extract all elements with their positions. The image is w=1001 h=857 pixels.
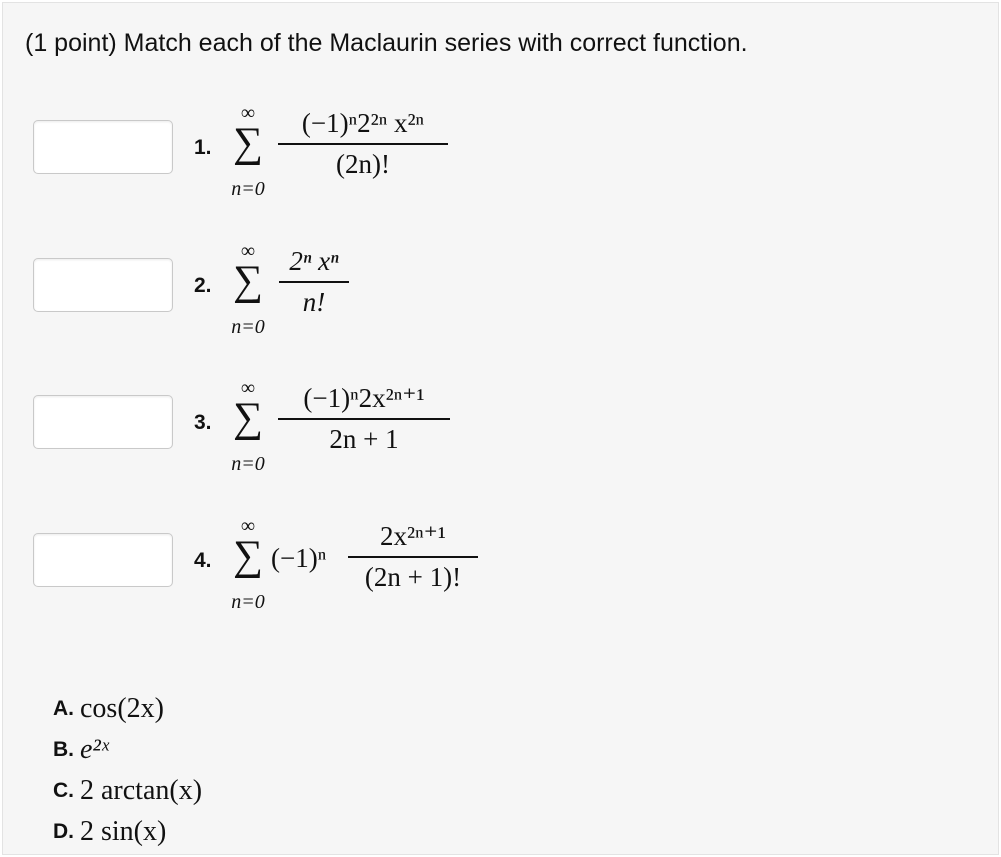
fraction-denominator: 2n + 1: [329, 424, 399, 454]
sigma-lower-limit: n=0: [231, 316, 265, 338]
fraction-denominator: (2n)!: [336, 149, 390, 179]
choice-function: 2 sin(x): [80, 816, 167, 847]
choice-letter: B.: [53, 738, 74, 761]
series-fraction: [348, 521, 478, 593]
sigma-upper-limit: ∞: [240, 377, 256, 399]
fraction-denominator: n!: [302, 287, 326, 317]
fraction-bar: [278, 418, 450, 420]
answer-input-1[interactable]: [33, 120, 173, 174]
question-row-4: [3, 515, 703, 631]
sigma-lower-limit: n=0: [231, 591, 265, 613]
question-number: 3.: [194, 411, 212, 434]
question-number: 1.: [194, 136, 212, 159]
sigma-upper-limit: ∞: [240, 240, 256, 262]
sigma-upper-limit: ∞: [240, 515, 256, 537]
choice-letter: C.: [53, 779, 74, 802]
answer-input-4[interactable]: [33, 533, 173, 587]
choice-d: [53, 816, 202, 857]
answer-input-2[interactable]: [33, 258, 173, 312]
question-number: 4.: [194, 549, 212, 572]
question-row-1: [3, 102, 703, 218]
series-sign-factor: (−1)ⁿ: [271, 543, 327, 573]
choice-letter: A.: [53, 697, 74, 720]
fraction-numerator: (−1)ⁿ2²ⁿ x²ⁿ: [301, 108, 425, 138]
series-fraction: [278, 108, 448, 180]
problem-prompt: (1 point) Match each of the Maclaurin series with correct function.: [25, 29, 748, 57]
sigma-symbol: ∑: [233, 533, 263, 579]
sigma-upper-limit: ∞: [240, 102, 256, 124]
question-row-2: [3, 240, 703, 356]
choice-a: [53, 693, 202, 734]
sigma-symbol: ∑: [233, 120, 263, 166]
fraction-numerator: (−1)ⁿ2x²ⁿ⁺¹: [303, 383, 425, 413]
choice-b: [53, 734, 202, 775]
question-row-3: [3, 377, 703, 493]
choice-c: [53, 775, 202, 816]
series-fraction: [279, 246, 349, 318]
sigma-lower-limit: n=0: [231, 178, 265, 200]
answer-choices: [53, 693, 202, 857]
choice-function: cos(2x): [80, 693, 164, 724]
choice-function: e²ˣ: [80, 734, 109, 765]
fraction-bar: [279, 281, 349, 283]
answer-input-3[interactable]: [33, 395, 173, 449]
problem-panel: [2, 2, 999, 855]
sigma-lower-limit: n=0: [231, 453, 265, 475]
fraction-denominator: (2n + 1)!: [364, 562, 462, 592]
fraction-bar: [278, 143, 448, 145]
fraction-bar: [348, 556, 478, 558]
question-number: 2.: [194, 274, 212, 297]
sigma-symbol: ∑: [233, 258, 263, 304]
sigma-symbol: ∑: [233, 395, 263, 441]
fraction-numerator: 2x²ⁿ⁺¹: [380, 521, 446, 551]
fraction-numerator: 2ⁿ xⁿ: [289, 246, 339, 276]
choice-function: 2 arctan(x): [80, 775, 203, 806]
series-fraction: [278, 383, 450, 455]
choice-letter: D.: [53, 820, 74, 843]
